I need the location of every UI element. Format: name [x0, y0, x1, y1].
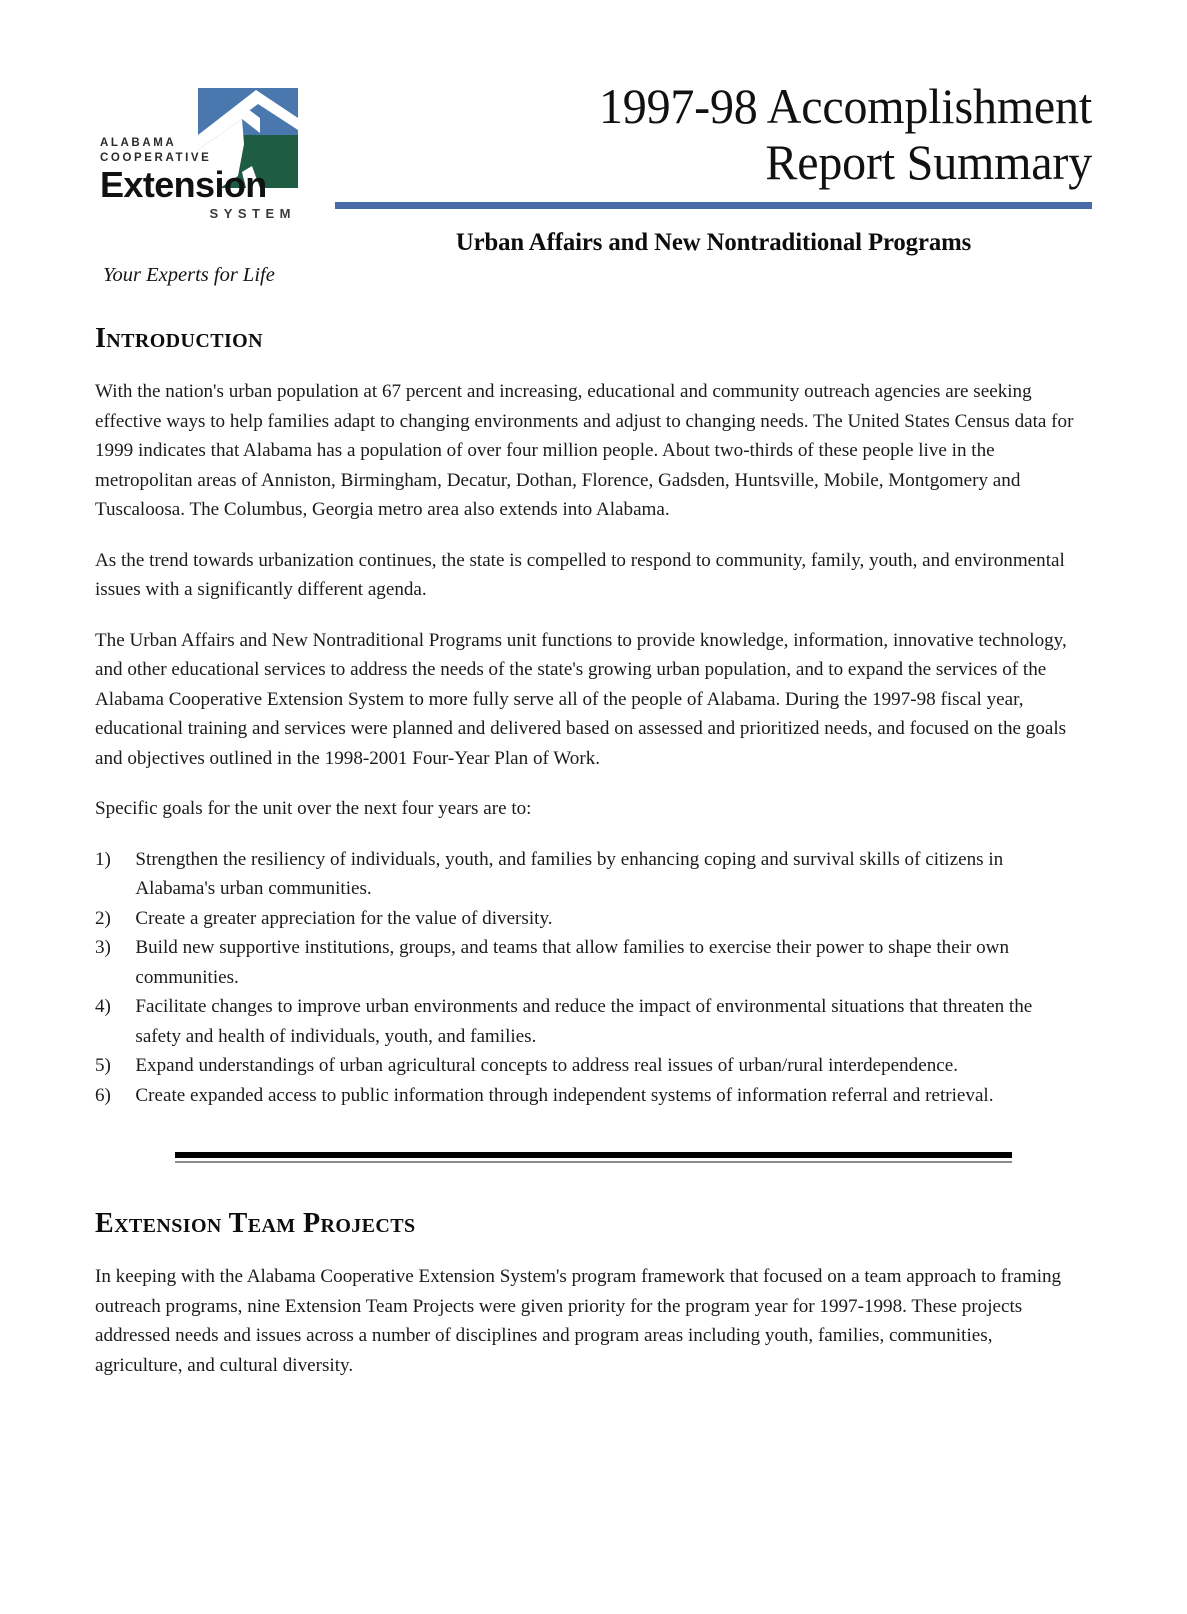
- list-item-label: Create a greater appreciation for the value of diversity.: [135, 907, 553, 929]
- logo-line-alabama: ALABAMA: [100, 137, 177, 149]
- document-title-line-2: Report Summary: [765, 134, 1092, 190]
- brand-tagline: Your Experts for Life: [103, 264, 275, 286]
- document-title-line-1: 1997-98 Accomplishment: [598, 78, 1092, 134]
- section-heading-introduction: Introduction: [95, 323, 263, 354]
- list-item-number: 6): [95, 1084, 111, 1106]
- list-item-number: 1): [95, 848, 111, 870]
- list-item-number: 5): [95, 1055, 111, 1076]
- list-item-label: Build new supportive institutions, groups, and teams that allow families to exercise their power to shape their own communities.: [135, 937, 1010, 988]
- document-body: [95, 293, 1092, 1380]
- list-item: [95, 845, 1077, 904]
- intro-paragraph-1: With the nation's urban population at 67 percent and increasing, educational and community outreach agencies are seeking effective ways to help families adapt to changing environments and adjust to changing needs. The United States Census data for 1999 indicates that Alabama has a population of over four million people. About two-thirds of these people live in the metropolitan areas of Anniston, Birmingham, Decatur, Dothan, Florence, Gadsden, Huntsville, Mobile, Montgomery and Tuscaloosa. The Columbus, Georgia metro area also extends into Alabama.: [95, 381, 1074, 520]
- intro-paragraph-2: As the trend towards urbanization continues, the state is compelled to respond to community, family, youth, and environmental issues with a significantly different agenda.: [95, 549, 1065, 600]
- intro-paragraph-3: The Urban Affairs and New Nontraditional Programs unit functions to provide knowledge, information, innovative technology, and other educational services to address the needs of the state's growing urban population, and to expand the services of the Alabama Cooperative Extension System to more fully serve all of the people of Alabama. During the 1997-98 fiscal year, educational training and services were planned and delivered based on assessed and prioritized needs, and focused on the goals and objectives outlined in the 1998-2001 Four-Year Plan of Work.: [95, 629, 1067, 769]
- intro-paragraph-4: Specific goals for the unit over the next four years are to:: [95, 798, 532, 819]
- list-item-number: 3): [95, 937, 111, 958]
- team-projects-paragraph-1: In keeping with the Alabama Cooperative Extension System's program framework that focused on a team approach to framing outreach programs, nine Extension Team Projects were given priority for the program year for 1997-1998. These projects addressed needs and issues across a number of disciplines and program areas including youth, families, communities, agriculture, and cultural diversity.: [95, 1266, 1062, 1376]
- list-item: [95, 1051, 1077, 1081]
- list-item-label: Strengthen the resiliency of individuals, youth, and families by enhancing coping and survival skills of citizens in Alabama's urban communities.: [135, 848, 1004, 899]
- organization-branding: [100, 88, 315, 286]
- document-subtitle: Urban Affairs and New Nontraditional Programs: [455, 227, 972, 256]
- list-item: [95, 904, 1077, 934]
- list-item: [95, 933, 1077, 992]
- section-heading-extension-team-projects: Extension Team Projects: [95, 1208, 416, 1239]
- divider-thin-line: [175, 1161, 1012, 1163]
- list-item: [95, 992, 1077, 1051]
- list-item-label: Facilitate changes to improve urban environments and reduce the impact of environmental situations that threaten the safety and health of individuals, youth, and families.: [135, 996, 1033, 1047]
- section-divider: [175, 1152, 1012, 1163]
- document-page: [0, 78, 1187, 1614]
- list-item-number: 4): [95, 996, 111, 1017]
- goals-list: [95, 845, 1092, 1111]
- list-item-label: Expand understandings of urban agricultural concepts to address real issues of urban/rural interdependence.: [135, 1055, 958, 1076]
- title-divider-rule: [335, 202, 1092, 209]
- title-block: [335, 78, 1092, 257]
- logo-line-system: SYSTEM: [209, 206, 296, 221]
- logo-wordmark: [100, 136, 300, 223]
- list-item-number: 2): [95, 907, 111, 929]
- logo-line-cooperative: COOPERATIVE: [100, 152, 212, 164]
- document-header: [95, 78, 1092, 293]
- section-extension-team-projects: [95, 1208, 1092, 1380]
- logo-line-extension: Extension: [100, 164, 267, 205]
- list-item: [95, 1081, 1077, 1111]
- list-item-label: Create expanded access to public information through independent systems of information referral and retrieval.: [135, 1084, 994, 1106]
